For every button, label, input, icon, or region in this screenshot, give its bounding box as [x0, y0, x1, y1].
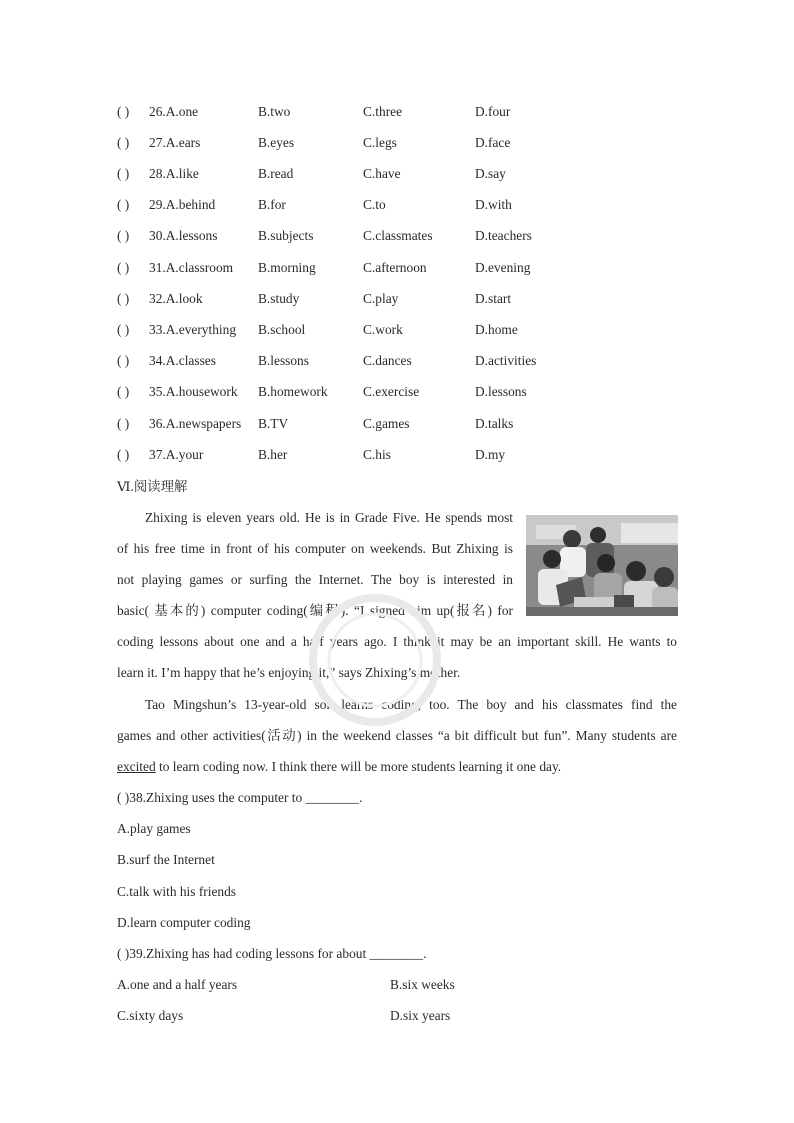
question-row — [117, 351, 677, 371]
answer-blank[interactable]: ( ) — [117, 322, 130, 337]
question-row — [117, 414, 677, 434]
passage-line — [117, 757, 561, 777]
question-row — [117, 164, 677, 184]
option-d: D.say — [475, 166, 506, 181]
option-d: D.with — [475, 197, 512, 212]
passage-line: games and other activities(活动) in the weekend classes “a bit difficult but fun”. Many students are — [117, 728, 677, 743]
question-row — [117, 102, 677, 122]
passage-line: basic( 基本的) computer coding(编程). “I signed him up(报名) for — [117, 603, 513, 618]
answer-blank[interactable]: ( ) — [117, 135, 130, 150]
option-a: 28.A.like — [149, 166, 199, 181]
option-b: B.read — [258, 166, 294, 181]
option-d: D.my — [475, 447, 506, 462]
option-a: 26.A.one — [149, 104, 199, 119]
option-d: D.learn computer coding — [117, 915, 251, 930]
question-row — [117, 289, 677, 309]
option-b: B.two — [258, 104, 291, 119]
option-c: C.talk with his friends — [117, 884, 237, 899]
option-c: C.legs — [363, 135, 397, 150]
option-c: C.afternoon — [363, 260, 427, 275]
option-a: 29.A.behind — [149, 197, 216, 212]
option-d: D.face — [475, 135, 511, 150]
answer-blank[interactable]: ( ) — [117, 416, 130, 431]
option-c: C.games — [363, 416, 410, 431]
option-a: 33.A.everything — [149, 322, 237, 337]
option-a: 35.A.housework — [149, 384, 238, 399]
answer-blank[interactable]: ( ) — [117, 228, 130, 243]
answer-blank[interactable]: ( ) — [117, 946, 130, 961]
answer-blank[interactable]: ( ) — [117, 353, 130, 368]
option-b: B.surf the Internet — [117, 852, 215, 867]
option-c: C.exercise — [363, 384, 420, 399]
option-b: B.lessons — [258, 353, 309, 368]
option-c: C.to — [363, 197, 386, 212]
option-a: 37.A.your — [149, 447, 204, 462]
option-b: B.six weeks — [390, 977, 455, 992]
option-b: B.her — [258, 447, 288, 462]
option-b: B.eyes — [258, 135, 295, 150]
option-d: D.six years — [390, 1008, 451, 1023]
option-d: D.start — [475, 291, 512, 306]
option-a: 36.A.newspapers — [149, 416, 242, 431]
option-d: D.lessons — [475, 384, 527, 399]
question-row — [117, 133, 677, 153]
option-c: C.classmates — [363, 228, 433, 243]
option-c: C.dances — [363, 353, 412, 368]
question-stem: 38.Zhixing uses the computer to ________. — [129, 790, 363, 805]
option-b: B.homework — [258, 384, 328, 399]
option-d: D.teachers — [475, 228, 532, 243]
option-a: A.play games — [117, 821, 191, 836]
option-d: D.four — [475, 104, 511, 119]
option-d: D.evening — [475, 260, 531, 275]
option-b: B.morning — [258, 260, 316, 275]
question-row — [117, 226, 677, 246]
option-b: B.study — [258, 291, 300, 306]
question-row — [117, 382, 677, 402]
answer-blank[interactable]: ( ) — [117, 104, 130, 119]
option-c: C.play — [363, 291, 399, 306]
passage-line: not playing games or surfing the Internet. The boy is interested in — [117, 572, 513, 587]
section-title: Ⅵ.阅读理解 — [117, 479, 188, 494]
answer-blank[interactable]: ( ) — [117, 260, 130, 275]
option-d: D.activities — [475, 353, 537, 368]
passage-line: of his free time in front of his computer on weekends. But Zhixing is — [117, 541, 513, 556]
question-row — [117, 320, 677, 340]
option-c: C.work — [363, 322, 403, 337]
option-c: C.have — [363, 166, 401, 181]
underlined-word: excited — [117, 759, 156, 774]
option-b: B.TV — [258, 416, 289, 431]
option-b: B.subjects — [258, 228, 314, 243]
passage-line: coding lessons about one and a half years ago. I think it may be an important skill. He wants to — [117, 634, 677, 649]
option-c: C.three — [363, 104, 403, 119]
answer-blank[interactable]: ( ) — [117, 447, 130, 462]
option-c: C.his — [363, 447, 391, 462]
option-b: B.school — [258, 322, 306, 337]
answer-blank[interactable]: ( ) — [117, 197, 130, 212]
option-a: A.one and a half years — [117, 977, 238, 992]
answer-blank[interactable]: ( ) — [117, 790, 130, 805]
option-a: 27.A.ears — [149, 135, 201, 150]
option-d: D.talks — [475, 416, 514, 431]
answer-blank[interactable]: ( ) — [117, 384, 130, 399]
passage-line: Zhixing is eleven years old. He is in Grade Five. He spends most — [145, 510, 513, 525]
option-c: C.sixty days — [117, 1008, 184, 1023]
question-row — [117, 258, 677, 278]
option-d: D.home — [475, 322, 518, 337]
question-row — [117, 445, 677, 465]
option-a: 32.A.look — [149, 291, 203, 306]
question-row — [117, 195, 677, 215]
passage-text: to learn coding now. I think there will be more students learning it one day. — [155, 759, 562, 774]
passage-line: Tao Mingshun’s 13-year-old son learns coding, too. The boy and his classmates find the — [145, 697, 677, 712]
answer-blank[interactable]: ( ) — [117, 291, 130, 306]
option-a: 30.A.lessons — [149, 228, 218, 243]
option-b: B.for — [258, 197, 286, 212]
question-38 — [117, 788, 362, 808]
option-a: 31.A.classroom — [149, 260, 234, 275]
watermark-stamp — [300, 585, 450, 735]
children-coding-photo — [526, 515, 678, 616]
option-a: 34.A.classes — [149, 353, 216, 368]
answer-blank[interactable]: ( ) — [117, 166, 130, 181]
passage-line: learn it. I’m happy that he’s enjoying it,” says Zhixing’s mother. — [117, 665, 461, 680]
question-stem: 39.Zhixing has had coding lessons for about ________. — [129, 946, 427, 961]
question-39 — [117, 944, 426, 964]
